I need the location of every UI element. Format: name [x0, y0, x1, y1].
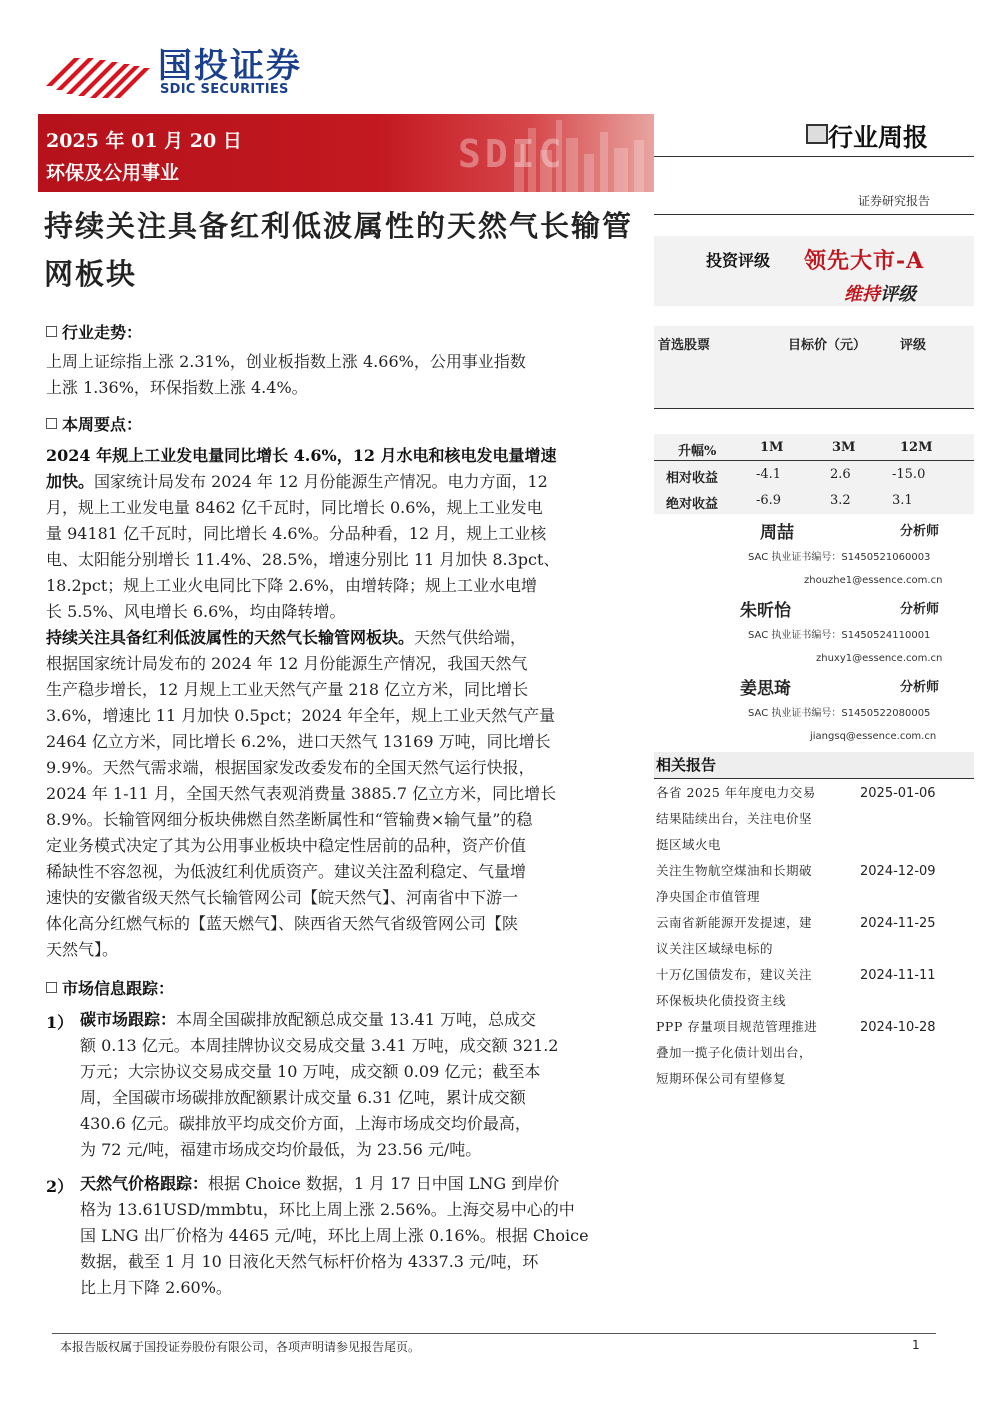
analyst-name: 姜思琦	[740, 679, 791, 699]
banner-watermark: SDIC	[458, 132, 566, 176]
perf-header: 升幅%	[678, 444, 717, 459]
analyst-name: 朱昕怡	[740, 601, 791, 621]
perf-header: 12M	[900, 440, 933, 455]
related-report-date: 2024-11-25	[860, 916, 936, 931]
section-heading: 本周要点：	[46, 412, 142, 435]
related-report-date: 2024-12-09	[860, 864, 936, 879]
related-reports-header: 相关报告	[654, 752, 974, 779]
analyst-email[interactable]: zhouzhe1@essence.com.cn	[804, 575, 943, 586]
footer-divider	[52, 1333, 936, 1334]
footer-disclaimer: 本报告版权属于国投证券股份有限公司，各项声明请参见报告尾页。	[60, 1340, 421, 1354]
section-icon	[46, 982, 57, 993]
rating-value: 领先大市-A	[804, 248, 925, 274]
section-heading: 市场信息跟踪：	[46, 976, 174, 999]
list-number: 2）	[46, 1177, 74, 1196]
report-type: 证券研究报告	[858, 194, 931, 208]
header-banner	[38, 114, 654, 192]
divider	[654, 156, 974, 157]
analyst-cert: SAC 执业证书编号：S1450522080005	[748, 708, 931, 719]
related-report-link[interactable]: 十万亿国债发布，建议关注 环保板块化债投资主线	[656, 967, 813, 1008]
analyst-email[interactable]: zhuxy1@essence.com.cn	[816, 653, 943, 664]
perf-header: 1M	[760, 440, 784, 455]
page-number: 1	[912, 1338, 920, 1352]
logo-mark	[44, 46, 154, 100]
report-title: 持续关注具备红利低波属性的天然气长输管网板块	[44, 209, 634, 291]
carbon-market-paragraph: 碳市场跟踪：本周全国碳排放配额总成交量 13.41 万吨，总成交 额 0.13 亿元。本周挂牌协议交易成交量 3.41 万吨，成交额 321.2 万元；大宗协议交易成交量 10 万吨，成交额 0.09 亿元；截至本 周，全国碳市场碳排放配额累计成交量 6.31 亿吨，累计成交额 430.6 亿元。碳排放平均成交价方面，上海市场成交均价最高， 为 72 元/吨，福建市场成交均价最低，为 23.56 元/吨。	[80, 1010, 559, 1159]
chart-icon	[806, 124, 828, 144]
stocks-header: 首选股票	[658, 338, 711, 353]
market-trend-paragraph: 上周上证综指上涨 2.31%，创业板指数上涨 4.66%，公用事业指数 上涨 1.36%，环保指数上涨 4.4%。	[46, 352, 526, 397]
analyst-cert: SAC 执业证书编号：S1450521060003	[748, 552, 931, 563]
performance-table	[654, 434, 974, 514]
perf-value: 3.1	[892, 493, 913, 508]
analyst-name: 周喆	[760, 523, 794, 543]
perf-row-label: 相对收益	[666, 471, 719, 486]
highlight-paragraph-power: 2024 年规上工业发电量同比增长 4.6%，12 月水电和核电发电量增速 加快。国家统计局发布 2024 年 12 月份能源生产情况。电力方面，12 月，规上工业发电量 8462 亿千瓦时，同比增长 0.6%，规上工业发电 量 94181 亿千瓦时，同比增长 4.6%。分品种看，12 月，规上工业核 电、太阳能分别增长 11.4%、28.5%，增速分别比 11 月加快 8.3pct、 18.2pct；规上工业火电同比下降 2.6%，由增转降；规上工业水电增 长 5.5%、风电增长 6.6%，均由降转增。	[46, 446, 560, 621]
related-report-date: 2025-01-06	[860, 786, 936, 801]
divider	[654, 460, 974, 461]
report-category: 行业周报	[828, 123, 929, 152]
preferred-stocks-box	[654, 326, 974, 408]
analyst-cert: SAC 执业证书编号：S1450524110001	[748, 630, 931, 641]
related-report-link[interactable]: 关注生物航空煤油和长期破 净央国企市值管理	[656, 863, 813, 904]
analyst-role: 分析师	[900, 680, 940, 695]
perf-value: -6.9	[756, 493, 782, 508]
stock-rating-header: 评级	[900, 338, 927, 353]
perf-value: 3.2	[830, 493, 851, 508]
related-report-link[interactable]: PPP 存量项目规范管理推进 叠加一揽子化债计划出台， 短期环保公司有望修复	[656, 1019, 818, 1086]
related-report-date: 2024-11-11	[860, 968, 936, 983]
logo-text-cn: 国投证券	[158, 46, 302, 86]
related-report-link[interactable]: 云南省新能源开发提速，建 议关注区域绿电标的	[656, 915, 813, 956]
perf-row-label: 绝对收益	[666, 497, 719, 512]
rating-label: 投资评级	[706, 251, 771, 270]
perf-value: 2.6	[830, 467, 851, 482]
section-heading: 行业走势：	[46, 320, 142, 343]
analyst-role: 分析师	[900, 602, 940, 617]
related-report-link[interactable]: 各省 2025 年年度电力交易 结果陆续出台，关注电价坚 挺区域火电	[656, 785, 816, 852]
divider	[654, 214, 974, 215]
perf-value: -4.1	[756, 467, 782, 482]
target-price-header: 目标价（元）	[788, 338, 867, 353]
analyst-email[interactable]: jiangsq@essence.com.cn	[810, 731, 937, 742]
related-report-date: 2024-10-28	[860, 1020, 936, 1035]
section-icon	[46, 418, 57, 429]
section-icon	[46, 326, 57, 337]
gas-price-paragraph: 天然气价格跟踪：根据 Choice 数据，1 月 17 日中国 LNG 到岸价 格为 13.61USD/mmbtu，环比上周上涨 2.56%。上海交易中心的中 国 LNG 出厂价格为 4465 元/吨，环比上周上涨 0.16%。根据 Choice 数据，截至 1 月 10 日液化天然气标杆价格为 4337.3 元/吨，环 比上月下降 2.60%。	[80, 1174, 589, 1297]
perf-value: -15.0	[892, 467, 926, 482]
rating-keep: 维持评级	[844, 284, 916, 305]
analyst-role: 分析师	[900, 524, 940, 539]
report-date: 2025 年 01 月 20 日	[46, 130, 242, 152]
highlight-paragraph-gas: 持续关注具备红利低波属性的天然气长输管网板块。天然气供给端， 根据国家统计局发布的 2024 年 12 月份能源生产情况，我国天然气 生产稳步增长，12 月规上工业天然气产量 218 亿立方米，同比增长 3.6%，增速比 11 月加快 0.5pct；2024 年全年，规上工业天然气产量 2464 亿立方米，同比增长 6.2%，进口天然气 13169 万吨，同比增长 9.9%。天然气需求端，根据国家发改委发布的全国天然气运行快报， 2024 年 1-11 月，全国天然气表观消费量 3885.7 亿立方米，同比增长 8.9%。长输管网细分板块佛燃自然垄断属性和“管输费×输气量”的稳 定业务模式决定了其为公用事业板块中稳定性居前的品种，资产价值 稀缺性不容忽视，为低波红利优质资产。建议关注盈利稳定、气量增 速快的安徽省级天然气长输管网公司【皖天然气】、河南省中下游一 体化高分红燃气标的【蓝天燃气】、陕西省天然气省级管网公司【陕 天然气】。	[46, 628, 557, 959]
divider	[654, 408, 974, 409]
perf-header: 3M	[832, 440, 856, 455]
report-sector: 环保及公用事业	[46, 162, 180, 184]
logo-text-en: SDIC SECURITIES	[160, 82, 289, 97]
list-number: 1）	[46, 1013, 74, 1032]
rating-box	[654, 236, 974, 306]
